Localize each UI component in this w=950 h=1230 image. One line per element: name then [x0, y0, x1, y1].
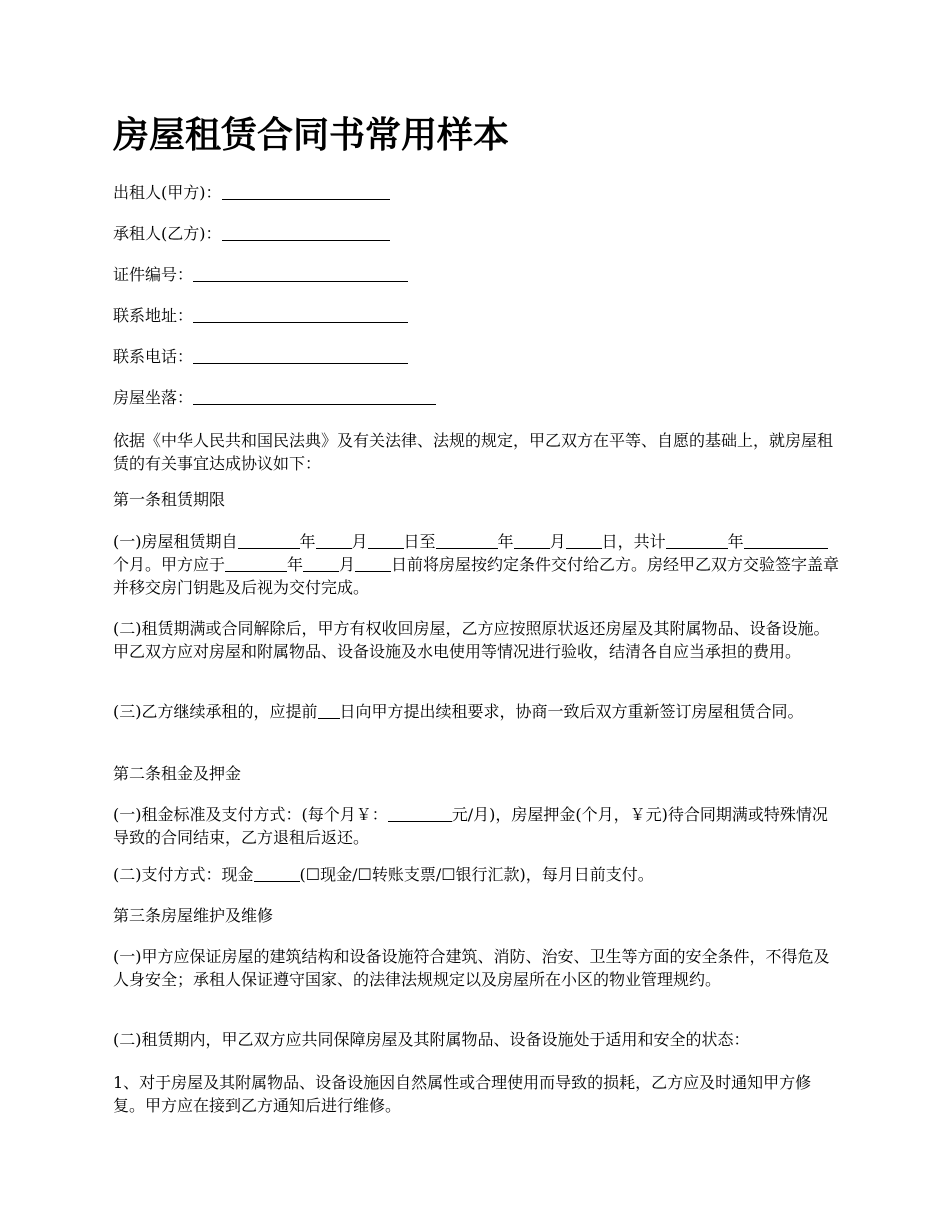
id-number-field [113, 263, 408, 287]
id-number-blank[interactable] [193, 265, 408, 282]
intro-paragraph: 依据《中华人民共和国民法典》及有关法律、法规的规定，甲乙双方在平等、自愿的基础上，就房屋租赁的有关事宜达成协议如下： [113, 431, 834, 473]
article3-clause3: 1、对于房屋及其附属物品、设备设施因自然属性或合理使用而导致的损耗，乙方应及时通知甲方修复。甲方应在接到乙方通知后进行维修。 [113, 1073, 812, 1115]
article2-heading: 第二条租金及押金 [113, 764, 242, 783]
lessee-label: 承租人(乙方)： [113, 224, 222, 243]
address-label: 联系地址： [113, 306, 194, 325]
lessor-label: 出租人(甲方)： [113, 183, 222, 202]
address-field [113, 304, 408, 328]
article2-clause2: (二)支付方式：现金 (☐现金/☐转账支票/☐银行汇款)，每月日前支付。 [113, 865, 654, 884]
article1-clause1: (一)房屋租赁期自 年 月 日至 年 月 日，共计 年个月。甲方应于 年 月 日前将房屋按约定条件交付给乙方。房经甲乙双方交验签字盖章并移交房门钥匙及后视为交付完成。 [113, 532, 840, 597]
article1-clause3: (三)乙方继续承租的，应提前 日向甲方提出续租要求，协商一致后双方重新签订房屋租赁合同。 [113, 702, 804, 721]
article1-clause2: (二)租赁期满或合同解除后，甲方有权收回房屋，乙方应按照原状返还房屋及其附属物品、设备设施。甲乙双方应对房屋和附属物品、设备设施及水电使用等情况进行验收，结清各自应当承担的费用。 [113, 619, 830, 661]
article1-heading: 第一条租赁期限 [113, 490, 226, 509]
article3-clause2: (二)租赁期内，甲乙双方应共同保障房屋及其附属物品、设备设施处于适用和安全的状态： [113, 1030, 750, 1049]
address-blank[interactable] [193, 306, 408, 323]
property-location-field [113, 386, 436, 410]
article3-heading: 第三条房屋维护及维修 [113, 906, 274, 925]
article3-clause1: (一)甲方应保证房屋的建筑结构和设备设施符合建筑、消防、治安、卫生等方面的安全条件，不得危及人身安全；承租人保证遵守国家、的法律法规规定以及房屋所在小区的物业管理规约。 [113, 947, 830, 989]
phone-field [113, 345, 408, 369]
document-title: 房屋租赁合同书常用样本 [113, 115, 510, 156]
lessee-blank[interactable] [222, 224, 390, 241]
lessee-field [113, 222, 390, 246]
lessor-blank[interactable] [222, 183, 390, 200]
phone-label: 联系电话： [113, 347, 194, 366]
lessor-field [113, 181, 390, 205]
property-location-blank[interactable] [193, 388, 436, 405]
id-number-label: 证件编号： [113, 265, 194, 284]
phone-blank[interactable] [193, 347, 408, 364]
article2-clause1: (一)租金标准及支付方式：(每个月￥： 元/月)，房屋押金(个月，￥元)待合同期满或特殊情况导致的合同结束，乙方退租后返还。 [113, 805, 828, 847]
property-location-label: 房屋坐落： [113, 388, 194, 407]
